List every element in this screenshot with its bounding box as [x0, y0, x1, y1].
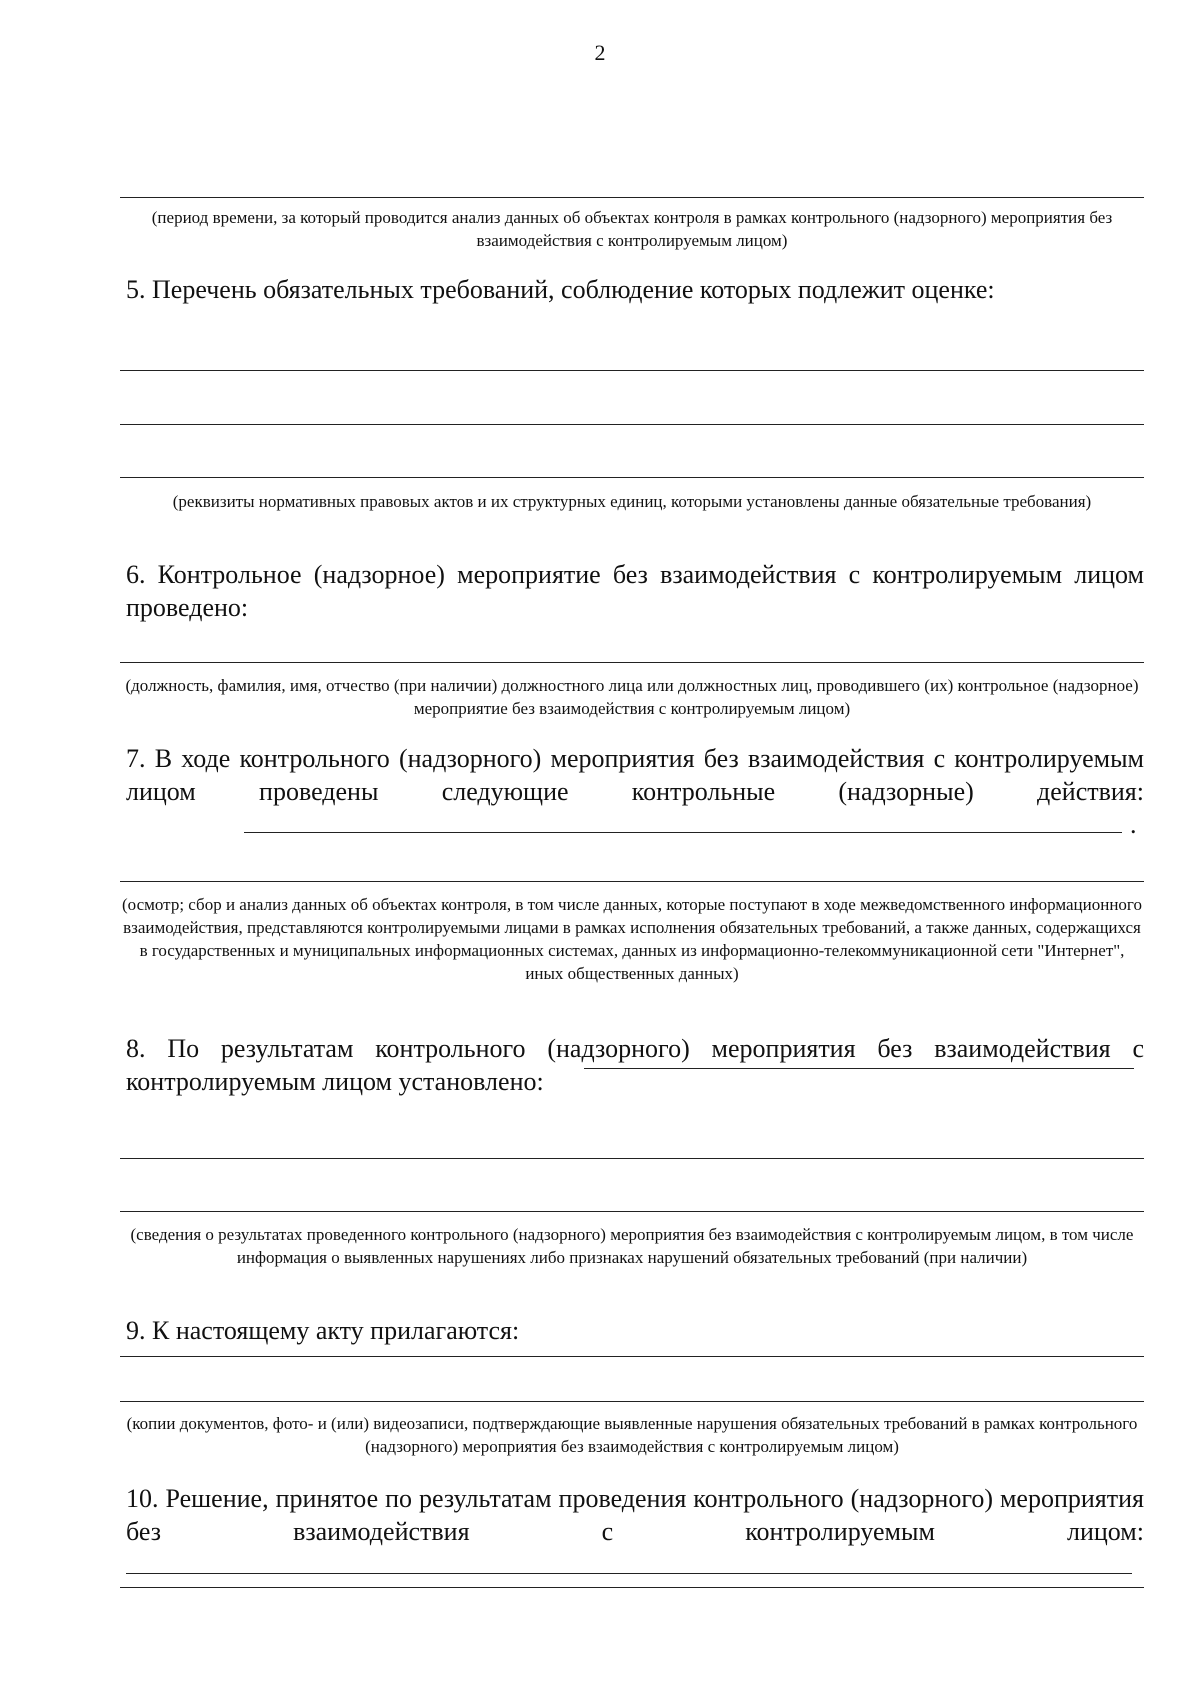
- requirements-blank-line-3[interactable]: [120, 477, 1144, 478]
- requisites-caption: (реквизиты нормативных правовых актов и их структурных единиц, которыми установлены данные обязательные требования): [172, 492, 1092, 511]
- actions-inline-blank[interactable]: [244, 808, 1122, 833]
- requirements-blank-line-1[interactable]: [120, 370, 1144, 371]
- item-8-heading: 8. По результатам контрольного (надзорного) мероприятия без взаимодействия с контролируемым лицом установлено:: [126, 1034, 1144, 1096]
- item-9-heading: 9. К настоящему акту прилагаются:: [126, 1316, 520, 1345]
- results-blank-line-2[interactable]: [120, 1211, 1144, 1212]
- item-7-heading: 7. В ходе контрольного (надзорного) мероприятия без взаимодействия с контролируемым лицом проведены следующие контрольные (надзорные) действия:: [126, 744, 1144, 806]
- item-6-heading: 6. Контрольное (надзорное) мероприятие без взаимодействия с контролируемым лицом проведено:: [126, 560, 1144, 622]
- results-caption: (сведения о результатах проведенного контрольного (надзорного) мероприятия без взаимодействия с контролируемым лицом, в том числе информация о выявленных нарушениях либо признаках нарушений обязательных требований (при наличии): [130, 1225, 1134, 1267]
- official-blank-line[interactable]: [120, 662, 1144, 663]
- item-7-block: [126, 742, 1144, 839]
- item-5-heading: 5. Перечень обязательных требований, соблюдение которых подлежит оценке:: [126, 275, 995, 304]
- actions-blank-line[interactable]: [120, 881, 1144, 882]
- official-caption: (должность, фамилия, имя, отчество (при наличии) должностного лица или должностных лиц, проводившего (их) контрольное (надзорное) мероприятие без взаимодействия с контролируемым лицом): [125, 676, 1139, 718]
- attachments-caption: (копии документов, фото- и (или) видеозаписи, подтверждающие выявленные нарушения обязательных требований в рамках контрольного (надзорного) мероприятия без взаимодействия с контролируемым лицом): [126, 1414, 1138, 1456]
- item-10-heading: 10. Решение, принятое по результатам проведения контрольного (надзорного) мероприятия без взаимодействия с контролируемым лицом:: [126, 1484, 1144, 1546]
- decision-blank-line-1[interactable]: [126, 1573, 1132, 1574]
- attachments-blank-line-2[interactable]: [120, 1401, 1144, 1402]
- results-inline-blank[interactable]: [584, 1068, 1134, 1069]
- requirements-blank-line-2[interactable]: [120, 424, 1144, 425]
- decision-blank-line-2[interactable]: [120, 1587, 1144, 1588]
- results-blank-line-1[interactable]: [120, 1158, 1144, 1159]
- item-7-end-period: .: [1130, 810, 1137, 839]
- attachments-blank-line-1[interactable]: [120, 1356, 1144, 1357]
- actions-caption: (осмотр; сбор и анализ данных об объектах контроля, в том числе данных, которые поступают в ходе межведомственного информационного взаимодействия, представляются контролируемыми лицами в рамках исполнения обязательных требований, а также данных, содержащихся в государственных и муниципальных информационных системах, данных из информационно-телекоммуникационной сети "Интернет", иных общественных данных): [122, 895, 1142, 983]
- page-number: 2: [594, 40, 606, 65]
- period-caption: (период времени, за который проводится анализ данных об объектах контроля в рамках контрольного (надзорного) мероприятия без взаимодействия с контролируемым лицом): [151, 208, 1113, 250]
- period-blank-line[interactable]: [120, 197, 1144, 198]
